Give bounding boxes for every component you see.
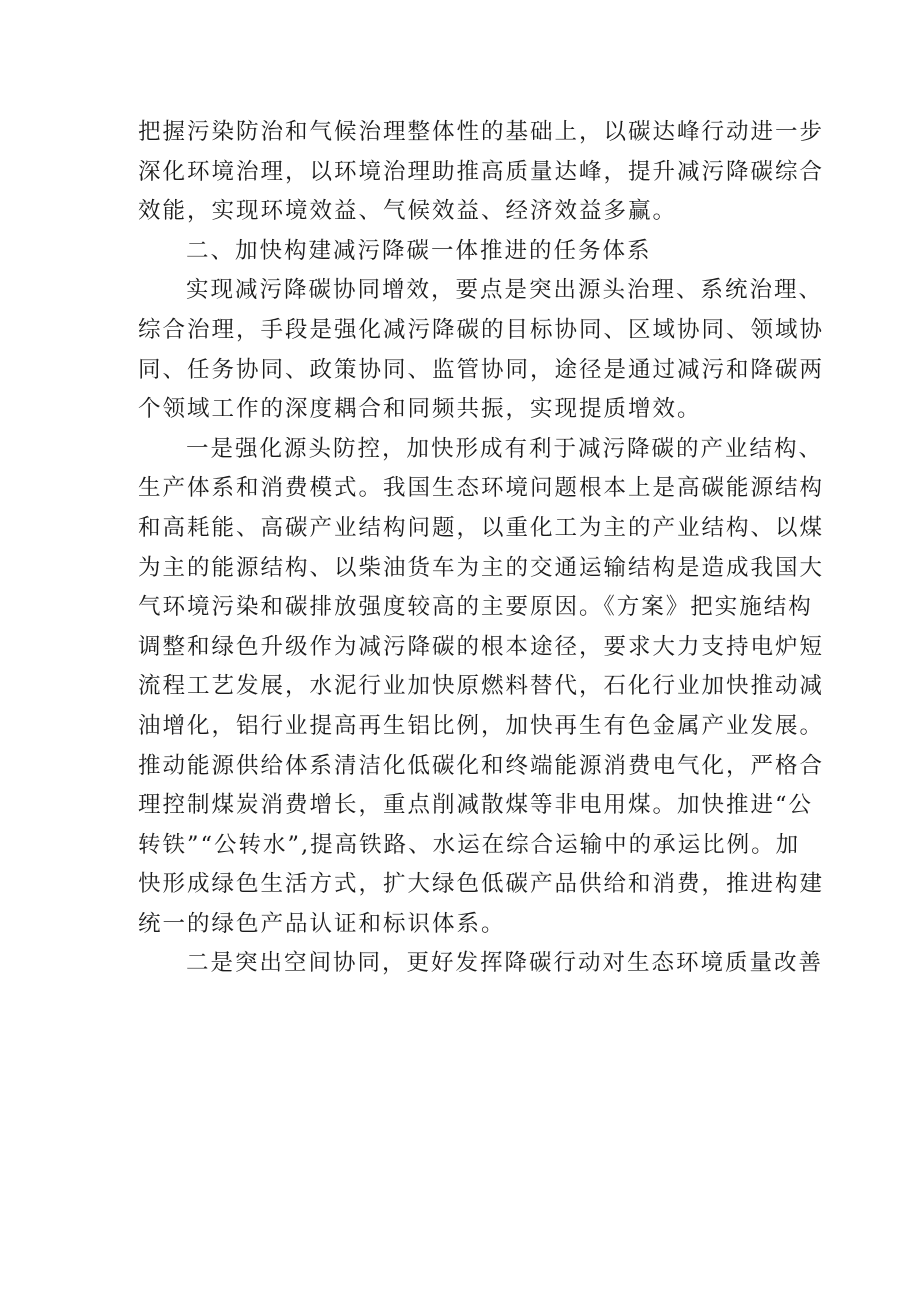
- text-line: 推动能源供给体系清洁化低碳化和终端能源消费电气化，严格合: [138, 752, 825, 779]
- section-heading: [138, 232, 798, 272]
- text-line: 个领域工作的深度耦合和同频共振，实现提质增效。: [138, 396, 702, 423]
- paragraph-intro-continuation: [138, 113, 825, 232]
- text-line: 理控制煤炭消费增长，重点削减散煤等非电用煤。加快推进“公: [138, 792, 814, 819]
- text-line: 为主的能源结构、以柴油货车为主的交通运输结构是造成我国大: [138, 554, 825, 581]
- paragraph-spatial-synergy: [138, 944, 824, 984]
- text-line: 流程工艺发展，水泥行业加快原燃料替代，石化行业加快推动减: [138, 673, 825, 700]
- text-line: 一是强化源头防控，加快形成有利于减污降碳的产业结构、: [186, 435, 824, 462]
- paragraph-synergy: [138, 271, 825, 429]
- paragraph-source-control: [138, 430, 825, 945]
- text-line: 效能，实现环境效益、气候效益、经济效益多赢。: [138, 198, 678, 225]
- text-line: 快形成绿色生活方式，扩大绿色低碳产品供给和消费，推进构建: [138, 871, 825, 898]
- text-line: 调整和绿色升级作为减污降碳的根本途径，要求大力支持电炉短: [138, 633, 825, 660]
- document-body: [138, 113, 825, 984]
- text-line: 转铁”“公转水”,提高铁路、水运在综合运输中的承运比例。加: [138, 831, 801, 858]
- text-line: 统一的绿色产品认证和标识体系。: [138, 910, 506, 937]
- text-line: 把握污染防治和气候治理整体性的基础上，以碳达峰行动进一步: [138, 119, 825, 145]
- text-line: 同、任务协同、政策协同、监管协同，途径是通过减污和降碳两: [138, 356, 825, 383]
- text-line: 深化环境治理，以环境治理助推高质量达峰，提升减污降碳综合: [138, 158, 825, 185]
- text-line: 实现减污降碳协同增效，要点是突出源头治理、系统治理、: [186, 277, 824, 304]
- section-heading-text: 二、加快构建减污降碳一体推进的任务体系: [186, 237, 652, 264]
- text-line: 二是突出空间协同，更好发挥降碳行动对生态环境质量改善: [186, 950, 824, 977]
- text-line: 综合治理，手段是强化减污降碳的目标协同、区域协同、领域协: [138, 316, 825, 343]
- text-line: 生产体系和消费模式。我国生态环境问题根本上是高碳能源结构: [138, 475, 825, 502]
- text-line: 油增化，铝行业提高再生铝比例，加快再生有色金属产业发展。: [138, 712, 825, 739]
- text-line: 和高耗能、高碳产业结构问题，以重化工为主的产业结构、以煤: [138, 514, 825, 541]
- text-line: 气环境污染和碳排放强度较高的主要原因。《方案》把实施结构: [138, 594, 813, 621]
